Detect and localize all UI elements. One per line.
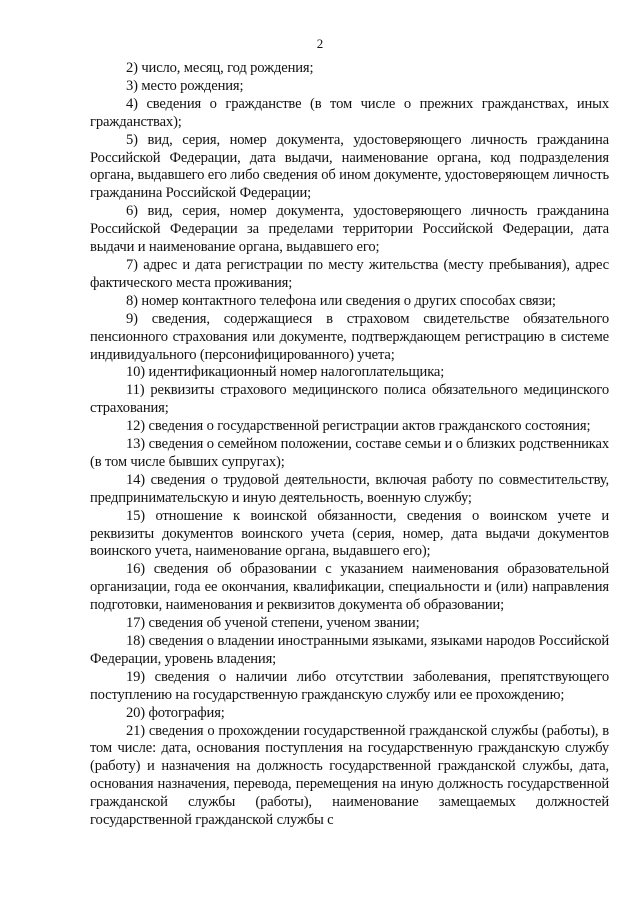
list-item: 4) сведения о гражданстве (в том числе о прежних гражданствах, иных гражданствах); (90, 95, 609, 130)
list-item: 11) реквизиты страхового медицинского полиса обязательного медицинского страхования; (90, 382, 609, 417)
list-item: 18) сведения о владении иностранными языками, языками народов Российской Федерации, уровень владения; (90, 633, 609, 667)
list-item: 7) адрес и дата регистрации по месту жительства (месту пребывания), адрес фактического места проживания; (90, 256, 609, 291)
list-item: 6) вид, серия, номер документа, удостоверяющего личность гражданина Российской Федерации за пределами территории Российской Федерации, дата выдачи и наименование органа, выдавшего его; (90, 203, 609, 256)
list-item: 17) сведения об ученой степени, ученом звании; (126, 615, 420, 632)
list-item: 13) сведения о семейном положении, составе семьи и о близких родственниках (в том числе бывших супругах); (90, 436, 609, 470)
list-item: 10) идентификационный номер налогоплательщика; (126, 364, 445, 381)
list-item: 5) вид, серия, номер документа, удостоверяющего личность гражданина Российской Федерации, дата выдачи, наименование органа, код подразделения органа, выдавшего его либо сведения об ином документе, удостоверяющем личность гражданина Российской Федерации; (90, 131, 609, 202)
list-item: 8) номер контактного телефона или сведения о других способах связи; (126, 292, 556, 309)
list-item: 19) сведения о наличии либо отсутствии заболевания, препятствующего поступлению на государственную гражданскую службу или ее прохождению; (90, 668, 609, 703)
list-item: 9) сведения, содержащиеся в страховом свидетельстве обязательного пенсионного страхования или документе, подтверждающем регистрацию в системе индивидуального (персонифицированного) учета; (90, 310, 609, 363)
list-item: 12) сведения о государственной регистрации актов гражданского состояния; (126, 418, 591, 435)
list-item: 14) сведения о трудовой деятельности, включая работу по совместительству, предпринимательскую и иную деятельность, военную службу; (90, 471, 609, 506)
list-item: 3) место рождения; (126, 77, 244, 94)
list-item: 16) сведения об образовании с указанием наименования образовательной организации, года ее окончания, квалификации, специальности и (или) направления подготовки, наименования и реквизитов документа об образовании; (90, 561, 609, 614)
list-item: 2) число, месяц, год рождения; (126, 60, 314, 76)
list-item: 15) отношение к воинской обязанности, сведения о воинском учете и реквизиты документов воинского учета (серия, номер, дата выдачи документов воинского учета, наименование органа, выдавшего его); (90, 507, 609, 560)
document-body (90, 60, 609, 830)
list-item: 21) сведения о прохождении государственной гражданской службы (работы), в том числе: дата, основания поступления на государственную гражданскую службу (работу) и назначения на должность государственной гражданской службы, дата, основания назначения, перевода, перемещения на иную должность государственной гражданской службы (работы), наименование замещаемых должностей государственной гражданской службы с (90, 722, 609, 829)
page-number: 2 (316, 36, 324, 51)
list-item: 20) фотография; (126, 704, 225, 721)
